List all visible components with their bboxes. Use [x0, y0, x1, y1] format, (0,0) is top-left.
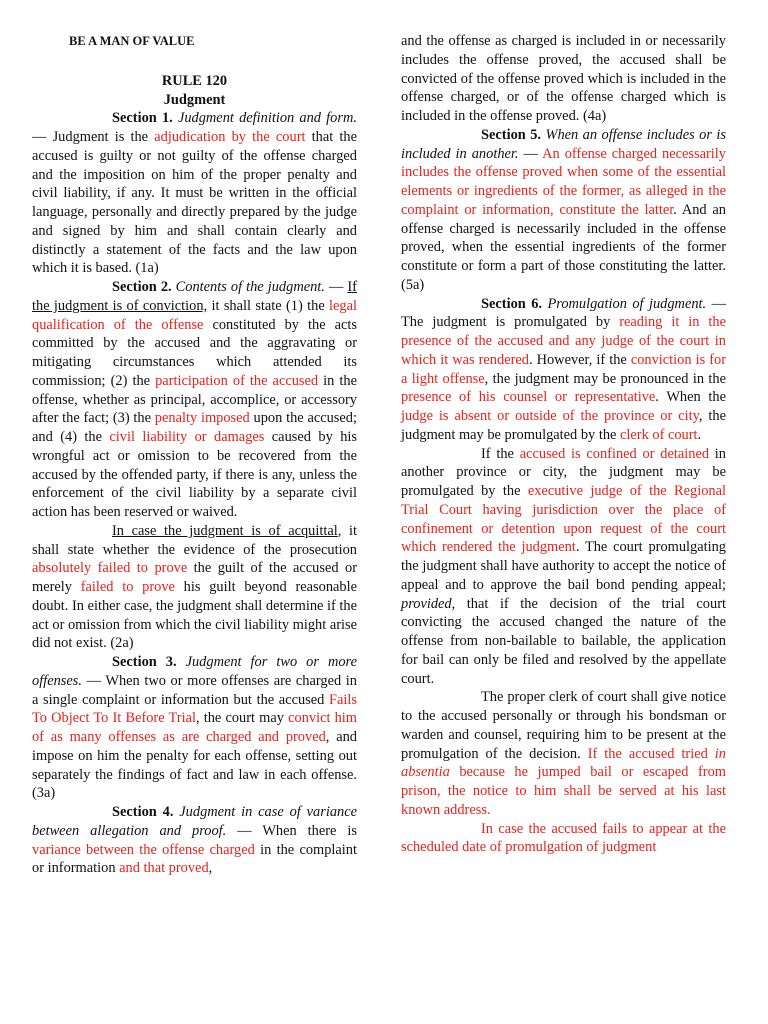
highlight: conviction is for a light offense	[401, 351, 727, 387]
section-6-failure-paragraph	[401, 820, 726, 858]
underlined-clause: In case the judgment is of acquittal	[112, 522, 338, 539]
section-6-title: Promulgation of judgment.	[547, 295, 707, 312]
section-3-label: Section 3.	[112, 654, 177, 670]
left-column	[32, 32, 357, 878]
highlight: executive judge of the Regional Trial Court having jurisdiction over the place of confinement or detention upon request of the court which rendered the judgment	[401, 483, 726, 556]
highlight: reading it in the presence of the accused and any judge of the court in which it was rendered	[401, 314, 726, 368]
section-5-paragraph: Section 5. When an offense includes or is included in another. — An offense charged necessarily includes the offense proved when some of the essential elements or ingredients of the former, as alleged in the complaint or information, constitute the latter. And an offense charged is necessarily included in the offense proved, when the essential ingredients of the former constitute or form a part of those constituting the latter. (5a)	[401, 126, 726, 293]
highlight: legal qualification of the offense	[32, 297, 357, 333]
section-1-label: Section 1.	[112, 110, 173, 127]
highlight: participation of the accused	[155, 372, 319, 389]
highlight: presence of his counsel or representative	[401, 389, 656, 406]
section-4-label: Section 4.	[112, 804, 174, 820]
rule-number: RULE 120	[161, 72, 228, 89]
highlight: absolutely failed to prove	[32, 560, 188, 577]
section-2-paragraph: Section 2. Contents of the judgment. — If the judgment is of conviction, it shall state (1) the legal qualification of the offense constituted by the acts committed by the accused and the aggravating or mitigating circumstances which attended its commission; (2) the participation of the accused in the offense, whether as principal, accomplice, or accessory after the fact; (3) the penalty imposed upon the accused; and (4) the civil liability or damages caused by his wrongful act or omission to be recovered from the accused by the offended party, if there is any, unless the enforcement of the civil liability by a separate civil action has been reserved or waived.	[32, 279, 357, 520]
section-3-paragraph: Section 3. Judgment for two or more offenses. — When two or more offenses are charged in a single complaint or information but the accused Fails To Object To It Before Trial, the court may convict him of as many offenses as are charged and proved, and impose on him the penalty for each offense, setting out separately the findings of fact and law in each offense. (3a)	[32, 654, 358, 802]
motto-header: BE A MAN OF VALUE	[69, 34, 195, 48]
highlight: In case the accused fails to appear at the scheduled date of promulgation of judgment	[401, 820, 726, 856]
section-1-title: Judgment definition and form.	[177, 110, 357, 127]
right-column	[401, 32, 726, 857]
italic-term: in absentia	[401, 745, 726, 781]
section-4-paragraph: Section 4. Judgment in case of variance between allegation and proof. — When there is variance between the offense charged in the complaint or information and that proved,	[32, 804, 357, 877]
section-6-label: Section 6.	[481, 295, 543, 312]
section-2-title: Contents of the judgment.	[175, 279, 325, 295]
section-1-paragraph: Section 1. Judgment definition and form. — Judgment is the adjudication by the court that the accused is guilty or not guilty of the offense charged and the imposition on him of the proper penalty and civil liability, if any. It must be written in the official language, personally and directly prepared by the judge and signed by him and shall contain clearly and distinctly a statement of the facts and the law upon which it is based. (1a)	[32, 110, 358, 277]
rule-title: Judgment	[163, 91, 226, 108]
highlight: If the accused tried in absentia because he jumped bail or escaped from prison, the notice to him shall be served at his last known address.	[401, 745, 726, 818]
highlight: penalty imposed	[154, 410, 250, 427]
section-6-confined-paragraph: If the accused is confined or detained in another province or city, the judgment may be promulgated by the executive judge of the Regional Trial Court having jurisdiction over the place of confinement or detention upon request of the court which rendered the judgment. The court promulgating the judgment shall have authority to accept the notice of appeal and to approve the bail bond pending appeal; provided, that if the decision of the trial court convicting the accused changed the nature of the offense from non-bailable to bailable, the application for bail can only be filed and resolved by the appellate court.	[401, 445, 726, 687]
highlight: variance between the offense charged	[32, 841, 255, 858]
section-5-title: When an offense includes or is included in another.	[401, 126, 726, 162]
italic-term: provided	[401, 595, 452, 612]
section-6-paragraph: Section 6. Promulgation of judgment. — The judgment is promulgated by reading it in the presence of the accused and any judge of the court in which it was rendered. However, if the conviction is for a light offense, the judgment may be pronounced in the presence of his counsel or representative. When the judge is absent or outside of the province or city, the judgment may be promulgated by the clerk of court.	[401, 295, 727, 443]
highlight: and that proved	[119, 860, 209, 877]
highlight: accused is confined or detained	[519, 445, 710, 462]
highlight: judge is absent or outside of the province or city	[401, 408, 699, 424]
highlight: Fails To Object To It Before Trial	[32, 691, 357, 727]
underlined-clause: If the judgment is of conviction,	[32, 279, 357, 314]
highlight: civil liability or damages	[109, 429, 265, 445]
highlight: failed to prove	[80, 579, 175, 595]
section-6-notice-paragraph: The proper clerk of court shall give notice to the accused personally or through his bondsman or warden and counsel, requiring him to be present at the promulgation of the decision. If the accused tried in absentia because he jumped bail or escaped from prison, the notice to him shall be served at his last known address.	[401, 689, 726, 818]
highlight: An offense charged necessarily includes the offense proved when some of the essential elements or ingredients of the former, as alleged in the complaint or information, constitute the latter	[401, 145, 726, 218]
highlight: clerk of court	[620, 426, 698, 443]
section-3-title: Judgment for two or more offenses.	[32, 654, 357, 689]
highlight: convict him of as many offenses as are charged and proved	[32, 710, 358, 745]
section-2-label: Section 2.	[112, 279, 172, 295]
section-4-title: Judgment in case of variance between allegation and proof.	[32, 804, 357, 839]
section-4-continued: and the offense as charged is included in or necessarily includes the offense proved, the accused shall be convicted of the offense proved which is included in the offense charged, or of the offense charged which is included in the offense proved. (4a)	[401, 33, 726, 124]
section-2-acquittal-paragraph: In case the judgment is of acquittal, it shall state whether the evidence of the prosecution absolutely failed to prove the guilt of the accused or merely failed to prove his guilt beyond reasonable doubt. In either case, the judgment shall determine if the act or omission from which the civil liability might arise did not exist. (2a)	[32, 522, 357, 652]
section-5-label: Section 5.	[481, 126, 542, 143]
highlight: adjudication by the court	[154, 129, 306, 145]
